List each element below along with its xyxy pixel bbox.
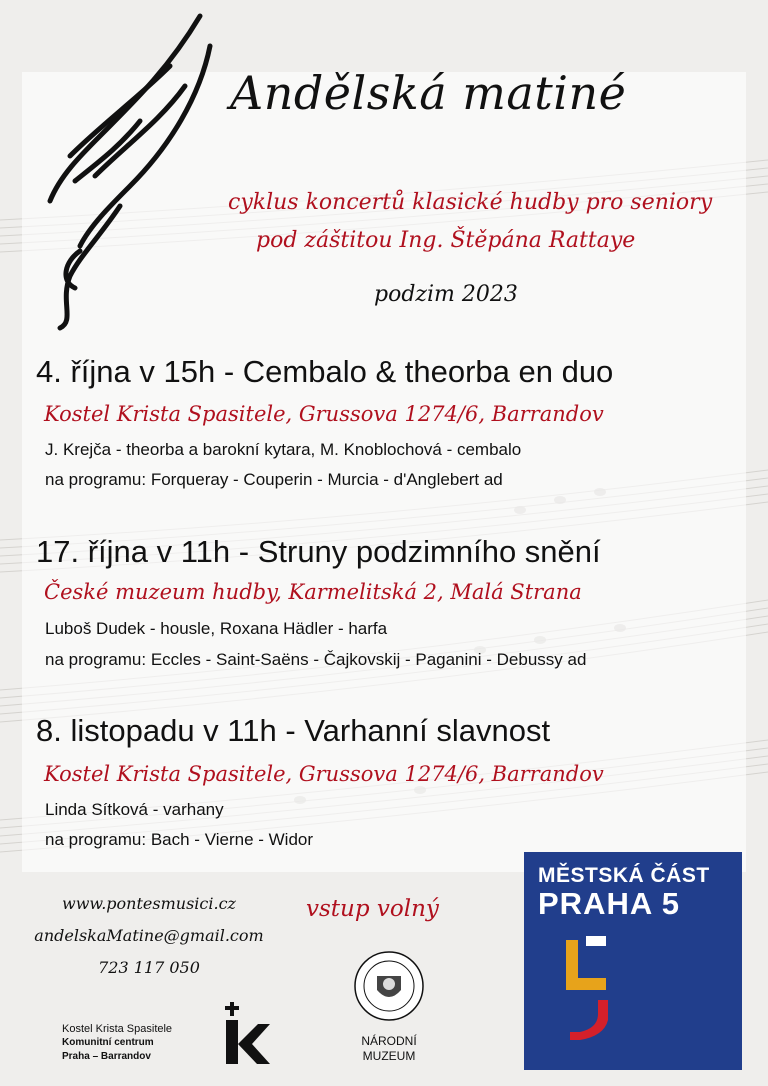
kostel-logo-text: Kostel Krista Spasitele Komunitní centrum Praha – Barrandov — [62, 1023, 173, 1062]
event-title: 4. října v 15h - Cembalo & theorba en duo — [36, 354, 614, 389]
subtitle-line2: pod záštitou Ing. Štěpána Rattaye — [256, 228, 636, 253]
season: podzim 2023 — [374, 282, 518, 307]
contact-phone: 723 117 050 — [98, 958, 200, 977]
praha5-emblem-icon — [524, 852, 742, 1070]
event-performers: Luboš Dudek - housle, Roxana Hädler - harfa — [45, 619, 388, 638]
contact-web[interactable]: www.pontesmusici.cz — [62, 894, 236, 913]
event-program: na programu: Eccles - Saint-Saëns - Čajkovskij - Paganini - Debussy ad — [45, 650, 587, 669]
free-entry: vstup volný — [306, 896, 439, 922]
event-performers: Linda Sítková - varhany — [45, 800, 224, 819]
event-place: Kostel Krista Spasitele, Grussova 1274/6, Barrandov — [44, 402, 604, 426]
narodni-muzeum-label: NÁRODNÍ MUZEUM — [361, 1034, 417, 1063]
kostel-k-logo-icon — [222, 1000, 272, 1066]
praha5-logo: MĚSTSKÁ ČÁST PRAHA 5 — [524, 852, 742, 1070]
narodni-muzeum-seal-icon — [350, 944, 428, 1028]
event-title: 17. října v 11h - Struny podzimního snění — [36, 534, 601, 569]
event-place: Kostel Krista Spasitele, Grussova 1274/6, Barrandov — [44, 762, 604, 786]
event-program: na programu: Bach - Vierne - Widor — [45, 830, 314, 849]
subtitle-line1: cyklus koncertů klasické hudby pro seniory — [228, 190, 713, 215]
angel-wing-icon — [20, 6, 220, 336]
event-title: 8. listopadu v 11h - Varhanní slavnost — [36, 713, 551, 748]
page-title: Andělská matiné — [230, 66, 627, 120]
contact-email[interactable]: andelskaMatine@gmail.com — [34, 926, 264, 945]
event-performers: J. Krejča - theorba a barokní kytara, M. Knoblochová - cembalo — [45, 440, 522, 459]
event-place: České muzeum hudby, Karmelitská 2, Malá Strana — [44, 580, 582, 604]
event-program: na programu: Forqueray - Couperin - Murcia - d'Anglebert ad — [45, 470, 503, 489]
